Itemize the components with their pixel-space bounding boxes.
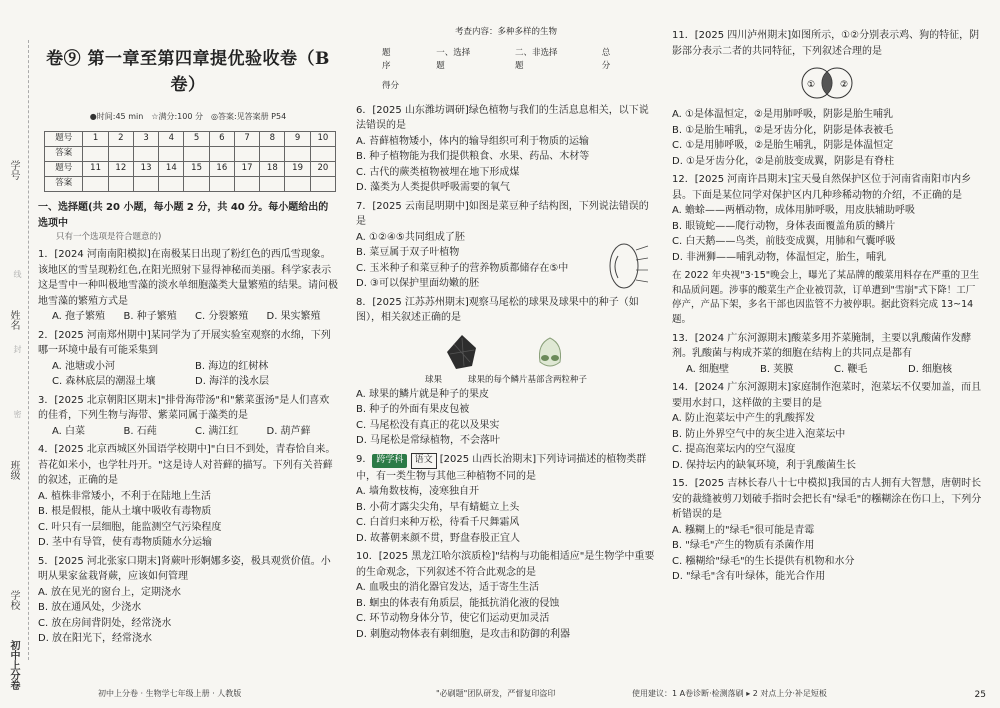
question-6 — [356, 103, 656, 196]
table-cell: 8 — [260, 132, 285, 147]
question-stem: 3．[2025 北京朝阳区期末]"排骨海带汤"和"紫菜蛋汤"是人们喜欢的佳肴，下列生物与海带、紫菜同属于藻类的是 — [38, 394, 330, 422]
pine-cone-image — [442, 332, 482, 372]
table-cell: 9 — [285, 132, 310, 147]
question-4 — [38, 442, 338, 551]
score-cell: 一、选择题 — [436, 48, 471, 72]
label-school: 学校 — [8, 590, 19, 610]
figure-caption: 球果的每个鳞片基部含两粒种子 — [468, 374, 588, 385]
option[interactable]: C. ①是用肺呼吸，②是胎生哺乳，阴影是体温恒定 — [672, 140, 894, 151]
pine-figure — [356, 332, 656, 372]
option[interactable]: B. 防止外界空气中的灰尘进入泡菜坛中 — [672, 428, 846, 440]
answer-cell[interactable] — [260, 177, 285, 192]
bean-seed-diagram — [602, 238, 650, 294]
subject-badge: 语文 — [411, 453, 437, 469]
question-12 — [672, 172, 982, 265]
option[interactable]: D. 故蕃朝来颜不贯，野盘春股正宜人 — [356, 532, 521, 544]
table-head: 答案 — [45, 147, 83, 162]
table-cell: 16 — [209, 162, 234, 177]
table-head: 答案 — [45, 177, 83, 192]
option[interactable]: A. 孢子繁殖 — [52, 311, 106, 323]
option[interactable]: D. 果实繁殖 — [266, 311, 321, 323]
column-middle — [356, 0, 656, 708]
answer-cell[interactable] — [133, 147, 158, 162]
question-stem: 6．[2025 山东潍坊调研]绿色植物与我们的生活息息相关，以下说法错误的是 — [356, 104, 649, 132]
option[interactable]: D. "绿毛"含有叶绿体，能光合作用 — [672, 571, 826, 583]
answer-cell[interactable] — [209, 177, 234, 192]
label-name: 姓名 — [8, 310, 19, 330]
answer-cell[interactable] — [108, 177, 133, 192]
table-cell: 6 — [209, 132, 234, 147]
venn-diagram — [672, 65, 982, 101]
option[interactable]: B. 荚膜 — [760, 363, 794, 375]
pine-seed-image — [530, 332, 570, 372]
svg-text:②: ② — [840, 80, 849, 90]
option[interactable]: B. 菜豆属于双子叶植物 — [356, 247, 460, 259]
question-stem: 11．[2025 四川泸州期末]如图所示，①②分别表示鸡、狗的特征，阴影部分表示二者的共同特征，下列叙述合理的是 — [672, 30, 980, 57]
option[interactable]: B. 海边的红树林 — [195, 360, 269, 372]
option[interactable]: A. 糨糊上的"绿毛"很可能是青霉 — [672, 524, 815, 536]
option[interactable]: D. 藻类为人类提供呼吸需要的氧气 — [356, 182, 511, 194]
table-cell: 12 — [108, 162, 133, 177]
table-cell: 10 — [310, 132, 335, 147]
table-cell: 4 — [159, 132, 184, 147]
question-stem: 2．[2025 河南郑州期中]某同学为了开展实验室观察的水绵，下列哪一环境中最有可能采集到 — [38, 329, 331, 357]
option[interactable]: C. 白天鹅——鸟类，前肢变成翼，用肺和气囊呼吸 — [672, 236, 896, 247]
question-8 — [356, 295, 656, 449]
option[interactable]: B. 眼镜蛇——爬行动物，身体表面覆盖角质的鳞片 — [672, 220, 896, 232]
score-cell: 二、非选择题 — [514, 48, 558, 72]
cross-subject-badge: 跨学科 — [372, 454, 407, 468]
option[interactable]: A. 防止泡菜坛中产生的乳酸挥发 — [672, 413, 816, 425]
question-stem: [2025 山西长治期末]下列诗词描述的植物类群中，有一类生物与其他三种植物不同的是 — [356, 453, 647, 482]
option[interactable]: D. 海洋的浅水层 — [195, 376, 270, 388]
option[interactable]: C. 提高泡菜坛内的空气湿度 — [672, 444, 796, 456]
answer-cell[interactable] — [184, 177, 209, 192]
option[interactable]: D. ①是牙齿分化，②是前肢变成翼，阴影是有脊柱 — [672, 155, 894, 167]
question-stem: 15．[2025 吉林长春八十七中模拟]我国的古人拥有大智慧，唐朝时长安的裁缝被剪刀划破手指时会把长有"绿毛"的糨糊涂在伤口上，下列分析错误的是 — [672, 478, 982, 521]
option[interactable]: B. 石莼 — [123, 425, 157, 437]
option[interactable]: B. 根是假根，能从土壤中吸收有毒物质 — [38, 506, 212, 518]
figure-caption: 球果 — [424, 374, 442, 385]
table-cell: 15 — [184, 162, 209, 177]
option[interactable]: B. "绿毛"产生的物质有杀菌作用 — [672, 540, 815, 552]
footer-middle: "必刷题"团队研发，严督复印盗印 — [436, 688, 556, 698]
option[interactable]: A. 血吸虫的消化器官发达，适于寄生生活 — [356, 582, 540, 594]
table-cell: 3 — [133, 132, 158, 147]
table-cell: 7 — [234, 132, 259, 147]
option[interactable]: C. 玉米种子和菜豆种子的营养物质都储存在⑤中 — [356, 262, 569, 274]
answer-cell[interactable] — [285, 177, 310, 192]
table-cell: 1 — [83, 132, 108, 147]
option[interactable]: A. ①是体温恒定，②是用肺呼吸，阴影是胎生哺乳 — [672, 109, 893, 120]
answer-cell[interactable] — [133, 177, 158, 192]
option[interactable]: C. 白首归来种万松，待看千尺舞霜风 — [356, 517, 520, 529]
answer-cell[interactable] — [285, 147, 310, 162]
option[interactable]: C. 叶只有一层细胞，能监测空气污染程度 — [38, 521, 222, 533]
answer-table — [44, 131, 336, 192]
answer-cell[interactable] — [108, 147, 133, 162]
question-13 — [672, 331, 982, 378]
question-stem: 1．[2024 河南南阳模拟]在南极某日出现了粉红色的西瓜雪现象。该地区的雪呈现粉红色,在阳光照射下显得神秘而美丽。科学家表示这是雪中一种叫极地雪藻的淡水单细胞藻类大量繁殖的结果。请问极地雪藻的繁殖方式是 — [38, 249, 338, 307]
answer-cell[interactable] — [310, 177, 335, 192]
table-cell: 20 — [310, 162, 335, 177]
option[interactable]: A. 墙角数枝梅，凌寒独自开 — [356, 486, 480, 498]
question-1 — [38, 247, 338, 325]
question-3 — [38, 393, 338, 440]
option[interactable]: B. 小荷才露尖尖角，早有蜻蜓立上头 — [356, 501, 520, 513]
answer-cell[interactable] — [234, 177, 259, 192]
exam-meta: ●时间:45 min ☆满分:100 分 ◎答案:见答案册 P54 — [89, 111, 287, 121]
table-cell: 13 — [133, 162, 158, 177]
label-student-id: 学号 — [8, 160, 19, 180]
option[interactable]: D. ③可以保护里面幼嫩的胚 — [356, 278, 480, 290]
question-stem: 10．[2025 黑龙江哈尔滨质检]"结构与功能相适应"是生物学中重要的生命观念，下列叙述不符合此观念的是 — [356, 551, 655, 578]
option[interactable]: A. 池塘或小河 — [52, 360, 116, 372]
score-table — [382, 47, 656, 73]
table-cell: 18 — [260, 162, 285, 177]
question-stem: 4．[2025 北京西城区外国语学校期中]"白日不到处，青春恰自来。苔花如米小，也学牡丹开。"这是诗人对苔藓的描写。下列有关苔藓的叙述，正确的是 — [38, 444, 336, 487]
option[interactable]: C. 分裂繁殖 — [195, 311, 249, 323]
answer-cell[interactable] — [83, 147, 108, 162]
option[interactable]: D. 刺胞动物体表有刺细胞，是攻击和防御的利器 — [356, 628, 571, 640]
footer-right: 使用建议：1 A卷诊断·检测落刷 ▸ 2 对点上分·补足短板 — [632, 688, 827, 698]
binding-margin — [0, 0, 34, 708]
score-cell: 总分 — [601, 48, 611, 72]
option[interactable]: A. 放在见光的窗台上，定期浇水 — [38, 586, 182, 598]
page-number: 25 — [974, 690, 986, 700]
answer-cell[interactable] — [184, 147, 209, 162]
option[interactable]: D. 保持坛内的缺氧环境，利于乳酸菌生长 — [672, 459, 857, 471]
option[interactable]: B. 种子植物能为我们提供粮食、水果、药品、木材等 — [356, 151, 590, 163]
question-stem: 12．[2025 河南许昌期末]宝天曼自然保护区位于河南省南阳市内乡县。下面是某位同学对保护区内几种珍稀动物的介绍，不正确的是 — [672, 174, 972, 201]
page-title: 卷⑨ 第一章至第四章提优验收卷（B卷） — [46, 49, 330, 96]
question-14 — [672, 380, 982, 473]
question-stem: 13．[2024 广东河源期末]酸菜多用芥菜腌制，主要以乳酸菌作发酵剂。乳酸菌与构成芥菜的细胞在结构上的共同点是都有 — [672, 332, 972, 360]
column-right — [632, 0, 982, 708]
question-stem: 7．[2025 云南昆明期中]如图是菜豆种子结构图，下列说法错误的是 — [356, 200, 649, 228]
question-2 — [38, 328, 338, 390]
option[interactable]: B. 种子的外面有果皮包被 — [356, 404, 470, 416]
option[interactable]: C. 环节动物身体分节，使它们运动更加灵活 — [356, 613, 550, 625]
answer-cell[interactable] — [209, 147, 234, 162]
question-10 — [356, 549, 656, 642]
table-head: 题号 — [45, 132, 83, 147]
content-header: 考查内容：多种多样的生物 — [454, 27, 557, 37]
cut-line — [28, 40, 29, 660]
answer-cell[interactable] — [159, 147, 184, 162]
answer-cell[interactable] — [234, 147, 259, 162]
column-left — [38, 0, 338, 708]
option[interactable]: A. 蟾蜍——两栖动物，成体用肺呼吸，用皮肤辅助呼吸 — [672, 205, 916, 216]
question-stem: 5．[2025 河北张家口期末]肾蕨叶形婀娜多姿，极具观赏价值。小明从果家盆栽肾蕨，应该如何管理 — [38, 555, 331, 583]
question-stem: 8．[2025 江苏苏州期末]观察马尾松的球果及球果中的种子（如图），相关叙述正确的是 — [356, 296, 639, 324]
seal-mark: 密 — [13, 410, 22, 418]
brand-logo: 初中上分卷 — [8, 640, 19, 690]
venn-image — [791, 65, 863, 101]
section-note: 只有一个选项是符合题意的) — [56, 232, 162, 243]
table-cell: 5 — [184, 132, 209, 147]
option[interactable]: C. 糨糊给"绿毛"的生长提供有机物和水分 — [672, 555, 855, 567]
option[interactable]: D. 细胞核 — [908, 363, 953, 375]
table-cell: 11 — [83, 162, 108, 177]
table-cell: 2 — [108, 132, 133, 147]
option[interactable]: A. 白菜 — [52, 425, 86, 437]
question-5 — [38, 554, 338, 647]
answer-cell[interactable] — [83, 177, 108, 192]
question-11 — [672, 28, 982, 169]
option[interactable]: D. 葫芦藓 — [266, 425, 311, 437]
option[interactable]: C. 鞭毛 — [834, 363, 868, 375]
option[interactable]: A. 植株非常矮小，不利于在陆地上生活 — [38, 490, 212, 502]
option[interactable]: B. 放在通风处，少浇水 — [38, 602, 142, 614]
question-15 — [672, 476, 982, 585]
question-stem: 14．[2024 广东河源期末]家庭制作泡菜时，泡菜坛不仅要加盖，而且要用水封口，这样做的主要目的是 — [672, 382, 982, 409]
option[interactable]: C. 古代的蕨类植物被埋在地下形成煤 — [356, 166, 520, 178]
option[interactable]: C. 马尾松没有真正的花以及果实 — [356, 419, 500, 431]
svg-text:①: ① — [807, 80, 816, 90]
option[interactable]: C. 放在房间背阴处，经常浇水 — [38, 617, 172, 629]
option[interactable]: B. 蛔虫的体表有角质层，能抵抗消化液的侵蚀 — [356, 597, 560, 609]
table-cell: 14 — [159, 162, 184, 177]
score-row-label: 得分 — [382, 80, 400, 91]
option[interactable]: D. 马尾松是常绿植物，不会落叶 — [356, 435, 501, 447]
seal-mark: 封 — [13, 345, 22, 353]
answer-cell[interactable] — [260, 147, 285, 162]
reading-material: 在 2022 年央视"3·15"晚会上，曝光了某品牌的酸菜用料存在严重的卫生和品质问题。涉事的酸菜生产企业被罚款，订单遭到"雪崩"式下降！工厂停产，产品下架，多名干部也因监管不力被停职。据此资料完成 13~14 题。 — [672, 270, 980, 326]
option[interactable]: C. 森林底层的潮湿土壤 — [52, 376, 156, 388]
option[interactable]: D. 茎中有导管，使有毒物质随水分运输 — [38, 537, 213, 549]
label-class: 班级 — [8, 460, 19, 480]
option[interactable]: D. 非洲狮——哺乳动物，体温恒定，胎生，哺乳 — [672, 251, 887, 263]
footer-left: 初中上分卷 · 生物学七年级上册 · 人教版 — [98, 688, 242, 698]
table-cell: 17 — [234, 162, 259, 177]
option[interactable]: A. ①②④⑤共同组成了胚 — [356, 231, 465, 243]
option[interactable]: A. 苔藓植物矮小，体内的输导组织可利于物质的运输 — [356, 135, 590, 147]
answer-cell[interactable] — [159, 177, 184, 192]
table-cell: 19 — [285, 162, 310, 177]
option[interactable]: A. 球果的鳞片就是种子的果皮 — [356, 388, 490, 400]
seal-mark: 线 — [13, 270, 22, 278]
option[interactable]: C. 满江红 — [195, 425, 239, 437]
section-heading: 一、选择题(共 20 小题，每小题 2 分，共 40 分。每小题给出的选项中 — [38, 202, 329, 229]
option[interactable]: B. ①是胎生哺乳，②是牙齿分化，阴影是体表被毛 — [672, 124, 894, 136]
answer-cell[interactable] — [310, 147, 335, 162]
option[interactable]: A. 细胞壁 — [686, 363, 730, 375]
option[interactable]: B. 种子繁殖 — [123, 311, 177, 323]
table-head: 题号 — [45, 162, 83, 177]
option[interactable]: D. 放在阳光下，经常浇水 — [38, 633, 153, 645]
question-9: 9． 跨学科 语文 [2025 山西长治期末]下列诗词描述的植物类群中，有一类生物与其他三种植物不同的是 A. 墙角数枝梅，凌寒独自开 B. 小荷才露尖尖角，早有蜻蜓立上头 C. 白首归来种万松，待看千尺舞霜风 D. 故蕃朝来颜不贯，野盘春股正宜人 — [356, 452, 656, 546]
score-cell: 题序 — [382, 48, 391, 72]
